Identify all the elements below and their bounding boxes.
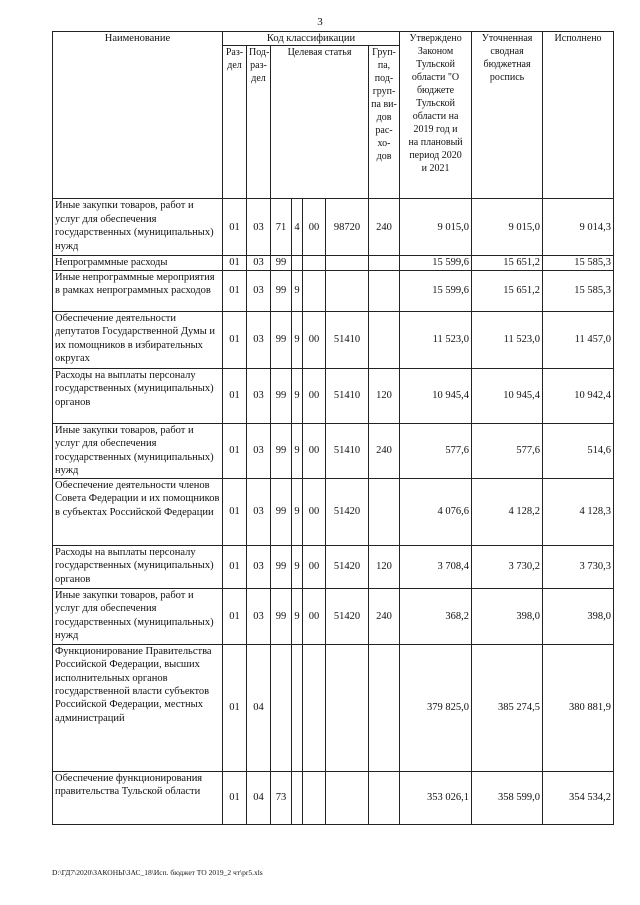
expense-group-cell: 240	[369, 588, 400, 644]
expense-group-cell: 240	[369, 199, 400, 256]
target-article-direction-cell	[326, 771, 369, 824]
approved-amount-cell: 9 015,0	[400, 199, 472, 256]
executed-header: Исполнено	[543, 32, 614, 199]
section-header: Раз- дел	[223, 46, 247, 199]
approved-amount-cell: 368,2	[400, 588, 472, 644]
expense-group-cell	[369, 256, 400, 270]
podrazdel-cell: 03	[247, 270, 271, 311]
target-article-event-cell	[303, 256, 326, 270]
file-path-footer: D:\ГД7\2020\ЗАКОНЫ\ЗАС_18\Исп. бюджет ТО 2019_2 чт\pr5.xls	[52, 868, 263, 877]
col-name-header: Наименование	[53, 32, 223, 199]
target-article-subprogram-cell: 9	[292, 270, 303, 311]
target-article-program-cell: 99	[271, 256, 292, 270]
approved-amount-cell: 4 076,6	[400, 478, 472, 545]
target-article-program-cell: 71	[271, 199, 292, 256]
podrazdel-cell: 04	[247, 771, 271, 824]
target-article-program-cell: 99	[271, 478, 292, 545]
revised-amount-cell: 10 945,4	[472, 368, 543, 423]
target-article-subprogram-cell: 9	[292, 588, 303, 644]
executed-amount-cell: 514,6	[543, 423, 614, 478]
target-article-event-cell: 00	[303, 478, 326, 545]
target-article-subprogram-cell: 4	[292, 199, 303, 256]
table-row	[53, 311, 614, 368]
table-row	[53, 588, 614, 644]
target-article-direction-cell: 51410	[326, 311, 369, 368]
expense-group-cell: 240	[369, 423, 400, 478]
row-name-cell: Расходы на выплаты персоналу государственных (муниципальных) органов	[53, 545, 223, 588]
executed-amount-cell: 9 014,3	[543, 199, 614, 256]
executed-amount-cell: 4 128,3	[543, 478, 614, 545]
target-article-event-cell: 00	[303, 311, 326, 368]
approved-amount-cell: 15 599,6	[400, 270, 472, 311]
razdel-cell: 01	[223, 771, 247, 824]
table-row	[53, 771, 614, 824]
target-article-direction-cell	[326, 256, 369, 270]
target-article-subprogram-cell: 9	[292, 368, 303, 423]
podrazdel-cell: 03	[247, 478, 271, 545]
razdel-cell: 01	[223, 199, 247, 256]
revised-amount-cell: 358 599,0	[472, 771, 543, 824]
target-article-program-cell: 99	[271, 588, 292, 644]
approved-amount-cell: 379 825,0	[400, 644, 472, 771]
approved-amount-cell: 353 026,1	[400, 771, 472, 824]
row-name-cell: Непрограммные расходы	[53, 256, 223, 270]
razdel-cell: 01	[223, 644, 247, 771]
row-name-cell: Расходы на выплаты персоналу государственных (муниципальных) органов	[53, 368, 223, 423]
revised-amount-cell: 9 015,0	[472, 199, 543, 256]
target-article-subprogram-cell: 9	[292, 423, 303, 478]
target-article-direction-cell: 51410	[326, 368, 369, 423]
row-name-cell: Обеспечение деятельности депутатов Государственной Думы и их помощников в избирательных округах	[53, 311, 223, 368]
table-row	[53, 478, 614, 545]
razdel-cell: 01	[223, 270, 247, 311]
target-article-direction-cell: 98720	[326, 199, 369, 256]
expense-group-cell	[369, 644, 400, 771]
expense-group-cell: 120	[369, 368, 400, 423]
target-article-program-cell: 99	[271, 270, 292, 311]
executed-amount-cell: 15 585,3	[543, 256, 614, 270]
revised-amount-cell: 11 523,0	[472, 311, 543, 368]
podrazdel-cell: 03	[247, 368, 271, 423]
target-article-event-cell: 00	[303, 545, 326, 588]
revised-amount-cell: 3 730,2	[472, 545, 543, 588]
podrazdel-cell: 03	[247, 423, 271, 478]
executed-amount-cell: 380 881,9	[543, 644, 614, 771]
target-article-event-cell: 00	[303, 423, 326, 478]
target-article-direction-cell: 51410	[326, 423, 369, 478]
target-article-direction-cell: 51420	[326, 588, 369, 644]
group-header: Груп- па, под- груп- па ви- дов рас- хо- дов	[369, 46, 400, 199]
target-article-program-cell: 99	[271, 423, 292, 478]
approved-amount-cell: 10 945,4	[400, 368, 472, 423]
expense-group-cell	[369, 270, 400, 311]
expense-group-cell: 120	[369, 545, 400, 588]
revised-header: Уточненная сводная бюджетная роспись	[472, 32, 543, 199]
target-article-program-cell	[271, 644, 292, 771]
table-row	[53, 423, 614, 478]
row-name-cell: Иные закупки товаров, работ и услуг для обеспечения государственных (муниципальных) нужд	[53, 588, 223, 644]
target-article-subprogram-cell: 9	[292, 478, 303, 545]
row-name-cell: Обеспечение деятельности членов Совета Федерации и их помощников в субъектах Российской Федерации	[53, 478, 223, 545]
table-row	[53, 270, 614, 311]
row-name-cell: Иные непрограммные мероприятия в рамках непрограммных расходов	[53, 270, 223, 311]
razdel-cell: 01	[223, 478, 247, 545]
target-article-direction-cell: 51420	[326, 545, 369, 588]
classification-header: Код классификации	[223, 32, 400, 46]
row-name-cell: Иные закупки товаров, работ и услуг для обеспечения государственных (муниципальных) нужд	[53, 423, 223, 478]
approved-amount-cell: 11 523,0	[400, 311, 472, 368]
revised-amount-cell: 15 651,2	[472, 256, 543, 270]
target-article-subprogram-cell: 9	[292, 311, 303, 368]
target-article-program-cell: 99	[271, 311, 292, 368]
target-article-subprogram-cell	[292, 771, 303, 824]
target-article-direction-cell	[326, 270, 369, 311]
executed-amount-cell: 398,0	[543, 588, 614, 644]
podrazdel-cell: 03	[247, 311, 271, 368]
approved-header: Утверждено Законом Тульской области "О бюджете Тульской области на 2019 год и на плановый период 2020 и 2021	[400, 32, 472, 199]
table-row	[53, 256, 614, 270]
table-row	[53, 199, 614, 256]
subsection-header: Под- раз- дел	[247, 46, 271, 199]
executed-amount-cell: 3 730,3	[543, 545, 614, 588]
target-article-subprogram-cell: 9	[292, 545, 303, 588]
approved-amount-cell: 3 708,4	[400, 545, 472, 588]
revised-amount-cell: 4 128,2	[472, 478, 543, 545]
target-article-direction-cell	[326, 644, 369, 771]
revised-amount-cell: 577,6	[472, 423, 543, 478]
razdel-cell: 01	[223, 256, 247, 270]
row-name-cell: Иные закупки товаров, работ и услуг для обеспечения государственных (муниципальных) нужд	[53, 199, 223, 256]
target-article-program-cell: 99	[271, 368, 292, 423]
razdel-cell: 01	[223, 588, 247, 644]
executed-amount-cell: 15 585,3	[543, 270, 614, 311]
target-article-subprogram-cell	[292, 256, 303, 270]
row-name-cell: Функционирование Правительства Российской Федерации, высших исполнительных органов государственной власти субъектов Российской Федерации, местных администраций	[53, 644, 223, 771]
executed-amount-cell: 11 457,0	[543, 311, 614, 368]
target-article-program-cell: 99	[271, 545, 292, 588]
target-article-event-cell	[303, 771, 326, 824]
expense-group-cell	[369, 311, 400, 368]
approved-amount-cell: 15 599,6	[400, 256, 472, 270]
target-article-event-cell: 00	[303, 199, 326, 256]
target-article-event-cell: 00	[303, 588, 326, 644]
expense-group-cell	[369, 771, 400, 824]
row-name-cell: Обеспечение функционирования правительства Тульской области	[53, 771, 223, 824]
target-article-direction-cell: 51420	[326, 478, 369, 545]
target-article-program-cell: 73	[271, 771, 292, 824]
target-article-event-cell: 00	[303, 368, 326, 423]
podrazdel-cell: 03	[247, 256, 271, 270]
expense-group-cell	[369, 478, 400, 545]
approved-amount-cell: 577,6	[400, 423, 472, 478]
podrazdel-cell: 03	[247, 545, 271, 588]
revised-amount-cell: 385 274,5	[472, 644, 543, 771]
podrazdel-cell: 03	[247, 199, 271, 256]
podrazdel-cell: 03	[247, 588, 271, 644]
revised-amount-cell: 15 651,2	[472, 270, 543, 311]
target-article-header: Целевая статья	[271, 46, 369, 199]
page-number: 3	[317, 16, 323, 28]
table-row	[53, 368, 614, 423]
revised-amount-cell: 398,0	[472, 588, 543, 644]
executed-amount-cell: 354 534,2	[543, 771, 614, 824]
target-article-subprogram-cell	[292, 644, 303, 771]
table-row	[53, 545, 614, 588]
table-row	[53, 644, 614, 771]
budget-table	[52, 31, 614, 825]
executed-amount-cell: 10 942,4	[543, 368, 614, 423]
target-article-event-cell	[303, 644, 326, 771]
razdel-cell: 01	[223, 368, 247, 423]
podrazdel-cell: 04	[247, 644, 271, 771]
target-article-event-cell	[303, 270, 326, 311]
razdel-cell: 01	[223, 423, 247, 478]
razdel-cell: 01	[223, 311, 247, 368]
razdel-cell: 01	[223, 545, 247, 588]
